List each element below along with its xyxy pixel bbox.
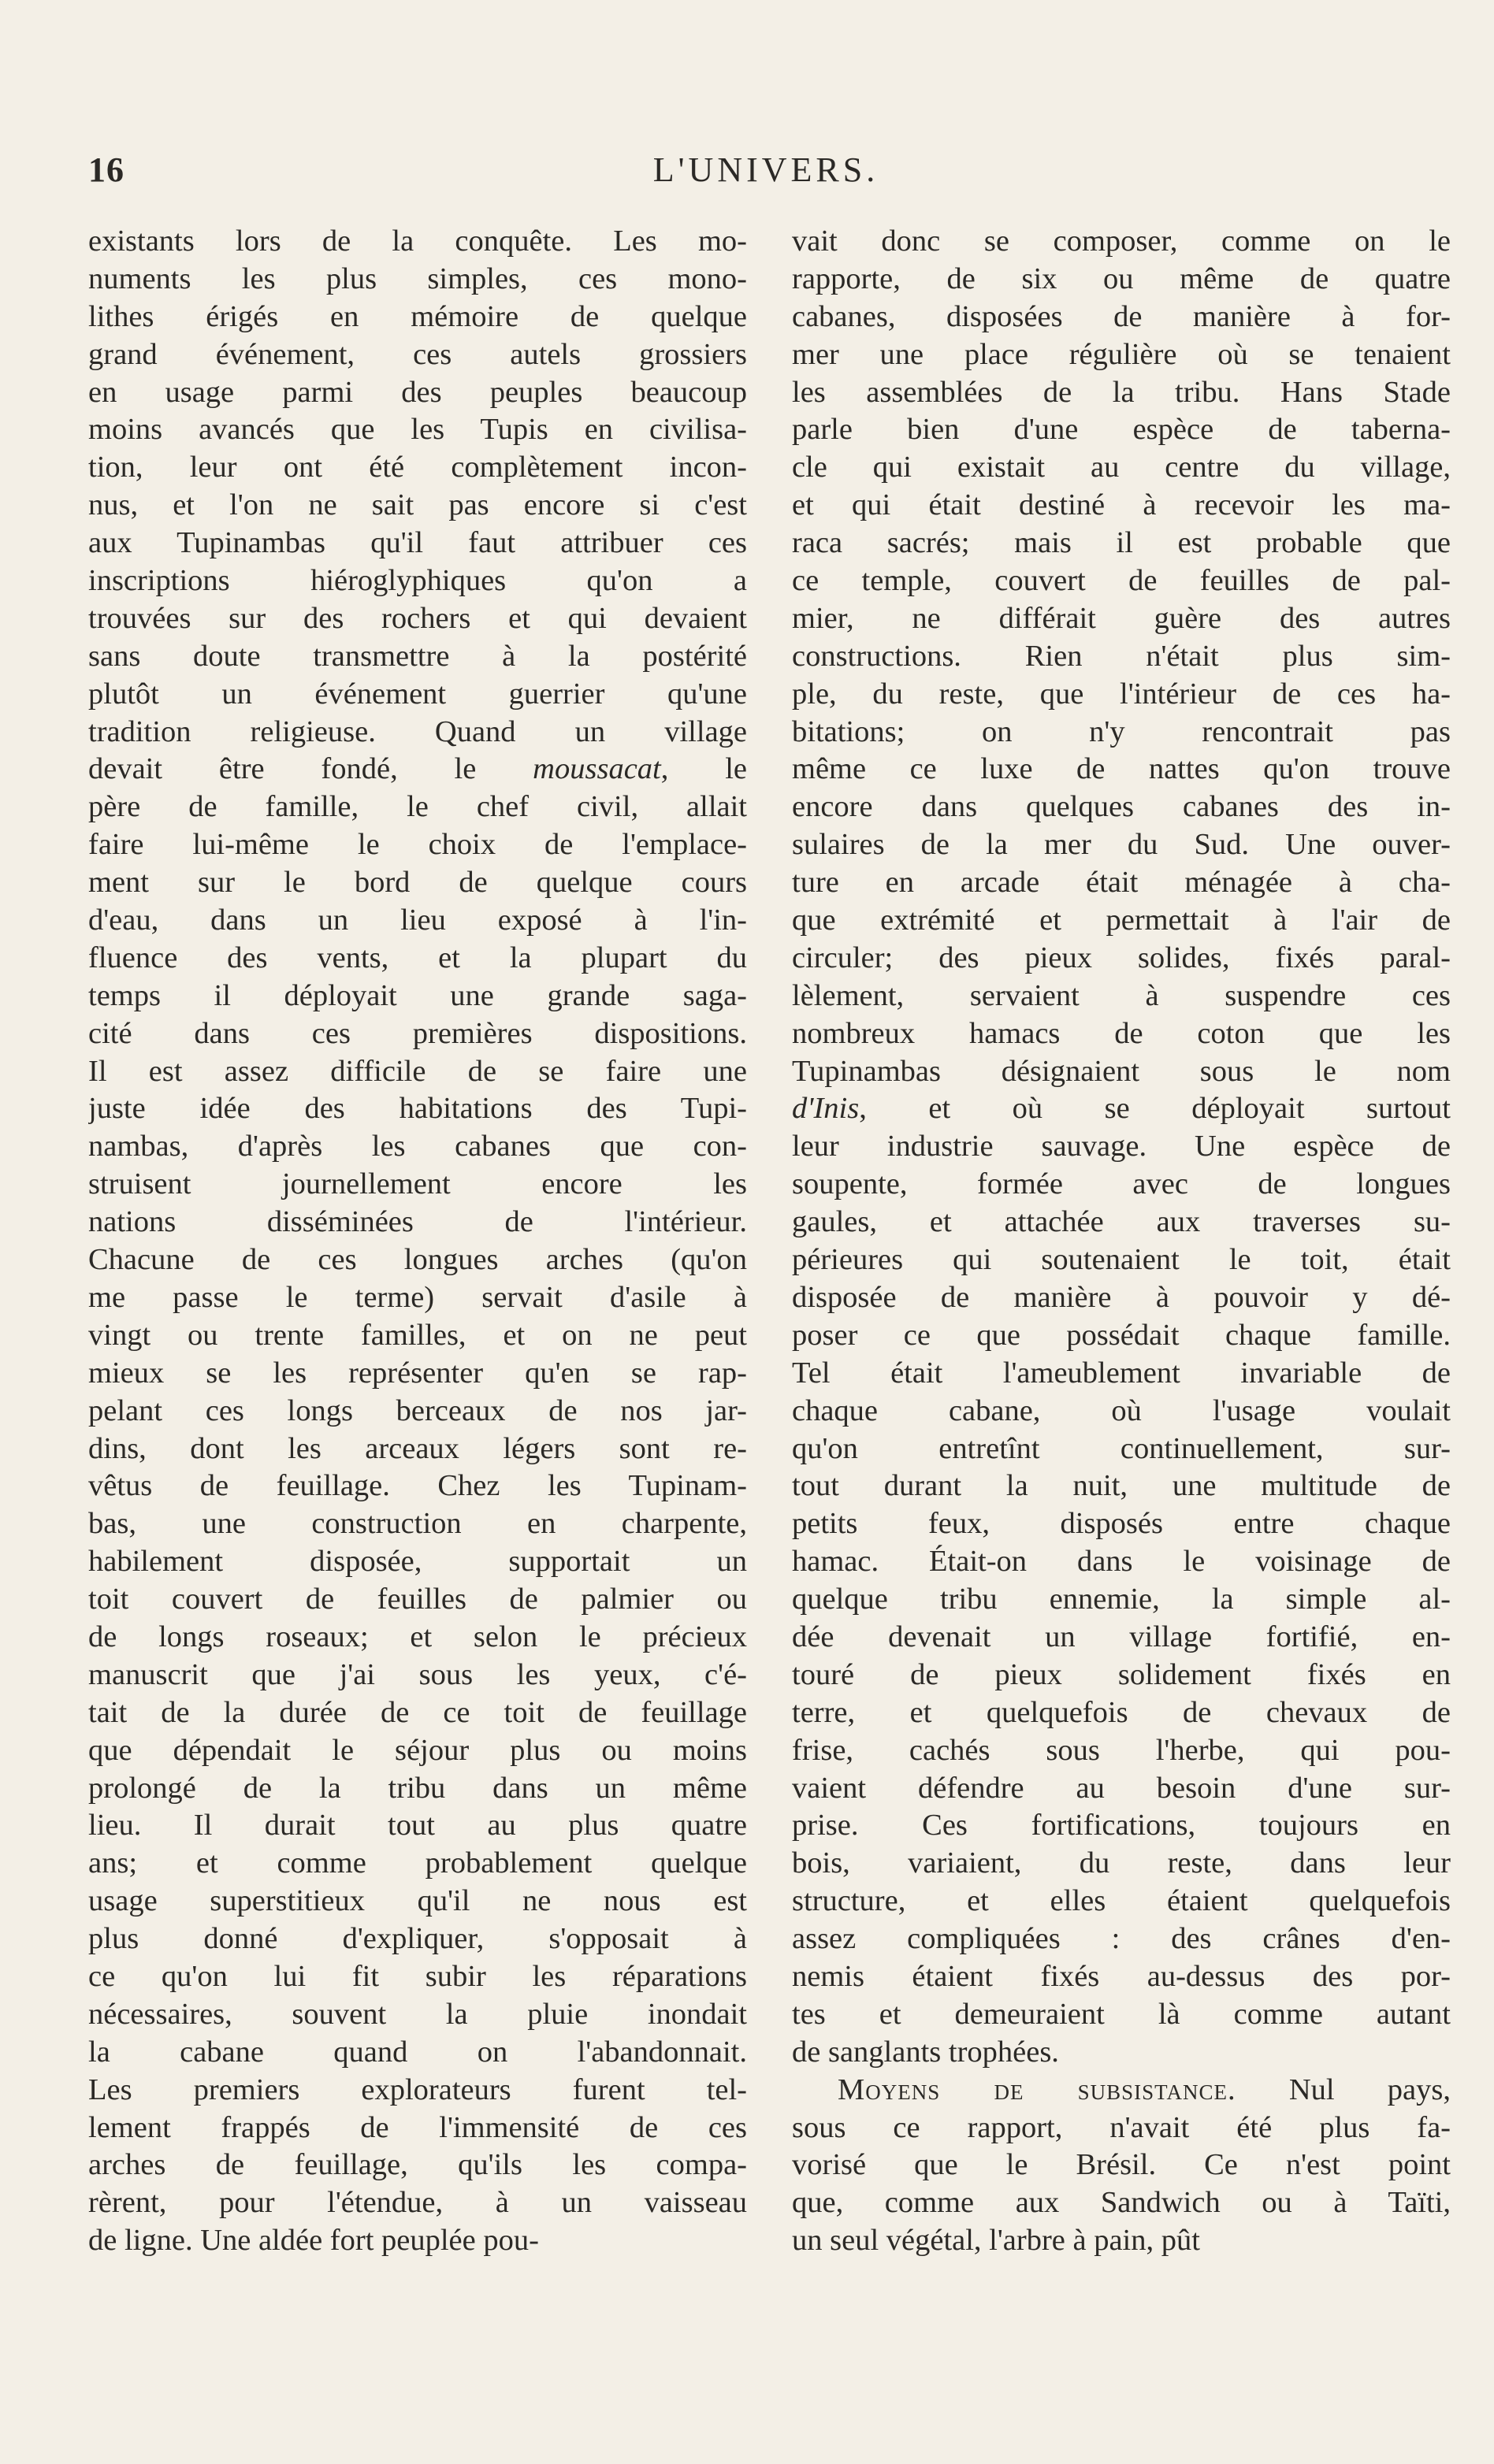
text-line: structure, et elles étaient quelquefois xyxy=(792,1884,1451,1918)
text-line: nambas, d'après les cabanes que con- xyxy=(88,1130,747,1163)
text-line: ple, du reste, que l'intérieur de ces ha- xyxy=(792,677,1451,711)
text-line: bas, une construction en charpente, xyxy=(88,1507,747,1541)
text-line: rèrent, pour l'étendue, à un vaisseau xyxy=(88,2186,747,2220)
text-line: sous ce rapport, n'avait été plus fa- xyxy=(792,2110,1451,2144)
text-line: la cabane quand on l'abandonnait. xyxy=(88,2035,747,2069)
text-line: tradition religieuse. Quand un village xyxy=(88,714,747,748)
text-line: même ce luxe de nattes qu'on trouve xyxy=(792,752,1451,786)
text-line: nemis étaient fixés au-dessus des por- xyxy=(792,1959,1451,1993)
section-heading: Moyens de subsistance. xyxy=(838,2073,1236,2106)
text-line xyxy=(792,1090,1451,1128)
text-line: frise, cachés sous l'herbe, qui pou- xyxy=(792,1733,1451,1767)
text-line: parle bien d'une espèce de taberna- xyxy=(792,413,1451,447)
text-line: mieux se les représenter qu'en se rap- xyxy=(88,1356,747,1390)
text-line: grand événement, ces autels grossiers xyxy=(88,337,747,371)
text-line: petits feux, disposés entre chaque xyxy=(792,1507,1451,1541)
text-line: vingt ou trente familles, et on ne peut xyxy=(88,1318,747,1352)
text-line: rapporte, de six ou même de quatre xyxy=(792,262,1451,295)
text-line: d'eau, dans un lieu exposé à l'in- xyxy=(88,904,747,937)
text-line: terre, et quelquefois de chevaux de xyxy=(792,1695,1451,1729)
text-line: circuler; des pieux solides, fixés paral- xyxy=(792,941,1451,974)
text-line: existants lors de la conquête. Les mo- xyxy=(88,225,747,258)
text-line: toit couvert de feuilles de palmier ou xyxy=(88,1583,747,1616)
text-line: constructions. Rien n'était plus sim- xyxy=(792,639,1451,673)
text-line: qu'on entretînt continuellement, sur- xyxy=(792,1431,1451,1465)
text-line: bois, variaient, du reste, dans leur xyxy=(792,1846,1451,1880)
text-run: , le xyxy=(660,752,747,786)
text-line: que extrémité et permettait à l'air de xyxy=(792,904,1451,937)
text-line: poser ce que possédait chaque famille. xyxy=(792,1318,1451,1352)
text-line: sulaires de la mer du Sud. Une ouver- xyxy=(792,828,1451,862)
text-line: leur industrie sauvage. Une espèce de xyxy=(792,1130,1451,1163)
text-line: tes et demeuraient là comme autant xyxy=(792,1997,1451,2031)
text-line: ce qu'on lui fit subir les réparations xyxy=(88,1959,747,1993)
text-line: arches de feuillage, qu'ils les compa- xyxy=(88,2148,747,2182)
text-line: touré de pieux solidement fixés en xyxy=(792,1657,1451,1691)
text-line: dins, dont les arceaux légers sont re- xyxy=(88,1431,747,1465)
text-line: tout durant la nuit, une multitude de xyxy=(792,1469,1451,1503)
text-line xyxy=(88,751,747,789)
page-header xyxy=(88,150,1444,197)
text-line: aux Tupinambas qu'il faut attribuer ces xyxy=(88,526,747,560)
text-line: manuscrit que j'ai sous les yeux, c'é- xyxy=(88,1657,747,1691)
text-line: gaules, et attachée aux traverses su- xyxy=(792,1205,1451,1239)
text-line: mier, ne différait guère des autres xyxy=(792,601,1451,635)
text-line: lèlement, servaient à suspendre ces xyxy=(792,978,1451,1012)
text-line: périeures qui soutenaient le toit, était xyxy=(792,1243,1451,1277)
text-line: cité dans ces premières dispositions. xyxy=(88,1016,747,1050)
text-line: disposée de manière à pouvoir y dé- xyxy=(792,1280,1451,1314)
text-line: que dépendait le séjour plus ou moins xyxy=(88,1733,747,1767)
text-line: Tel était l'ameublement invariable de xyxy=(792,1356,1451,1390)
text-line: dée devenait un village fortifié, en- xyxy=(792,1620,1451,1653)
italic-term: moussacat xyxy=(533,752,661,786)
text-line: un seul végétal, l'arbre à pain, pût xyxy=(792,2224,1200,2258)
text-line: de sanglants trophées. xyxy=(792,2035,1059,2069)
text-line: lement frappés de l'immensité de ces xyxy=(88,2110,747,2144)
text-line: nations disséminées de l'intérieur. xyxy=(88,1205,747,1239)
text-line: père de famille, le chef civil, allait xyxy=(88,790,747,824)
running-head: L'UNIVERS. xyxy=(652,150,879,189)
text-line: fluence des vents, et la plupart du xyxy=(88,941,747,974)
text-line: lieu. Il durait tout au plus quatre xyxy=(88,1809,747,1842)
text-line: chaque cabane, où l'usage voulait xyxy=(792,1393,1451,1427)
text-line: ans; et comme probablement quelque xyxy=(88,1846,747,1880)
text-run: devait être fondé, le xyxy=(88,752,533,786)
text-line: que, comme aux Sandwich ou à Taïti, xyxy=(792,2186,1451,2220)
text-line: nécessaires, souvent la pluie inondait xyxy=(88,1997,747,2031)
text-line: les assemblées de la tribu. Hans Stade xyxy=(792,375,1451,409)
text-line: pelant ces longs berceaux de nos jar- xyxy=(88,1393,747,1427)
text-line: en usage parmi des peuples beaucoup xyxy=(88,375,747,409)
text-line: vait donc se composer, comme on le xyxy=(792,225,1451,258)
text-line: ment sur le bord de quelque cours xyxy=(88,866,747,900)
text-line: et qui était destiné à recevoir les ma- xyxy=(792,488,1451,522)
text-line: inscriptions hiéroglyphiques qu'on a xyxy=(88,564,747,598)
text-line: faire lui-même le choix de l'emplace- xyxy=(88,828,747,862)
text-line: Tupinambas désignaient sous le nom xyxy=(792,1054,1451,1088)
right-column xyxy=(792,223,1451,2260)
text-line: assez compliquées : des crânes d'en- xyxy=(792,1922,1451,1956)
text-line: Chacune de ces longues arches (qu'on xyxy=(88,1243,747,1277)
text-line: sans doute transmettre à la postérité xyxy=(88,639,747,673)
text-line: lithes érigés en mémoire de quelque xyxy=(88,299,747,333)
text-line: moins avancés que les Tupis en civilisa- xyxy=(88,413,747,447)
text-line: Les premiers explorateurs furent tel- xyxy=(88,2073,747,2106)
text-line: encore dans quelques cabanes des in- xyxy=(792,790,1451,824)
italic-term: d'Inis xyxy=(792,1092,860,1126)
text-line: temps il déployait une grande saga- xyxy=(88,978,747,1012)
text-line: usage superstitieux qu'il ne nous est xyxy=(88,1884,747,1918)
text-line: tion, leur ont été complètement incon- xyxy=(88,451,747,484)
text-line: vaient défendre au besoin d'une sur- xyxy=(792,1771,1451,1805)
left-column xyxy=(88,223,747,2260)
text-line: ce temple, couvert de feuilles de pal- xyxy=(792,564,1451,598)
text-line: struisent journellement encore les xyxy=(88,1167,747,1201)
text-line: trouvées sur des rochers et qui devaient xyxy=(88,601,747,635)
text-line: hamac. Était-on dans le voisinage de xyxy=(792,1545,1451,1579)
text-line: vêtus de feuillage. Chez les Tupinam- xyxy=(88,1469,747,1503)
text-run: , et où se déployait surtout xyxy=(859,1092,1451,1126)
text-line: soupente, formée avec de longues xyxy=(792,1167,1451,1201)
text-line: prise. Ces fortifications, toujours en xyxy=(792,1809,1451,1842)
text-line: vorisé que le Brésil. Ce n'est point xyxy=(792,2148,1451,2182)
text-line: tait de la durée de ce toit de feuillage xyxy=(88,1695,747,1729)
text-line: bitations; on n'y rencontrait pas xyxy=(792,714,1451,748)
section-first-line xyxy=(792,2072,1451,2110)
text-line: de ligne. Une aldée fort peuplée pou- xyxy=(88,2224,539,2258)
text-line: Il est assez difficile de se faire une xyxy=(88,1054,747,1088)
text-line: mer une place régulière où se tenaient xyxy=(792,337,1451,371)
text-line: quelque tribu ennemie, la simple al- xyxy=(792,1583,1451,1616)
text-run: Nul pays, xyxy=(1236,2073,1451,2106)
text-line: cabanes, disposées de manière à for- xyxy=(792,299,1451,333)
text-line: ture en arcade était ménagée à cha- xyxy=(792,866,1451,900)
text-line: numents les plus simples, ces mono- xyxy=(88,262,747,295)
text-line: de longs roseaux; et selon le précieux xyxy=(88,1620,747,1653)
text-line: prolongé de la tribu dans un même xyxy=(88,1771,747,1805)
text-line: habilement disposée, supportait un xyxy=(88,1545,747,1579)
text-line: nombreux hamacs de coton que les xyxy=(792,1016,1451,1050)
text-line: raca sacrés; mais il est probable que xyxy=(792,526,1451,560)
text-line: plus donné d'expliquer, s'opposait à xyxy=(88,1922,747,1956)
text-line: juste idée des habitations des Tupi- xyxy=(88,1092,747,1126)
text-line: cle qui existait au centre du village, xyxy=(792,451,1451,484)
text-line: plutôt un événement guerrier qu'une xyxy=(88,677,747,711)
text-line: nus, et l'on ne sait pas encore si c'est xyxy=(88,488,747,522)
page-number: 16 xyxy=(88,150,124,189)
text-line: me passe le terme) servait d'asile à xyxy=(88,1280,747,1314)
